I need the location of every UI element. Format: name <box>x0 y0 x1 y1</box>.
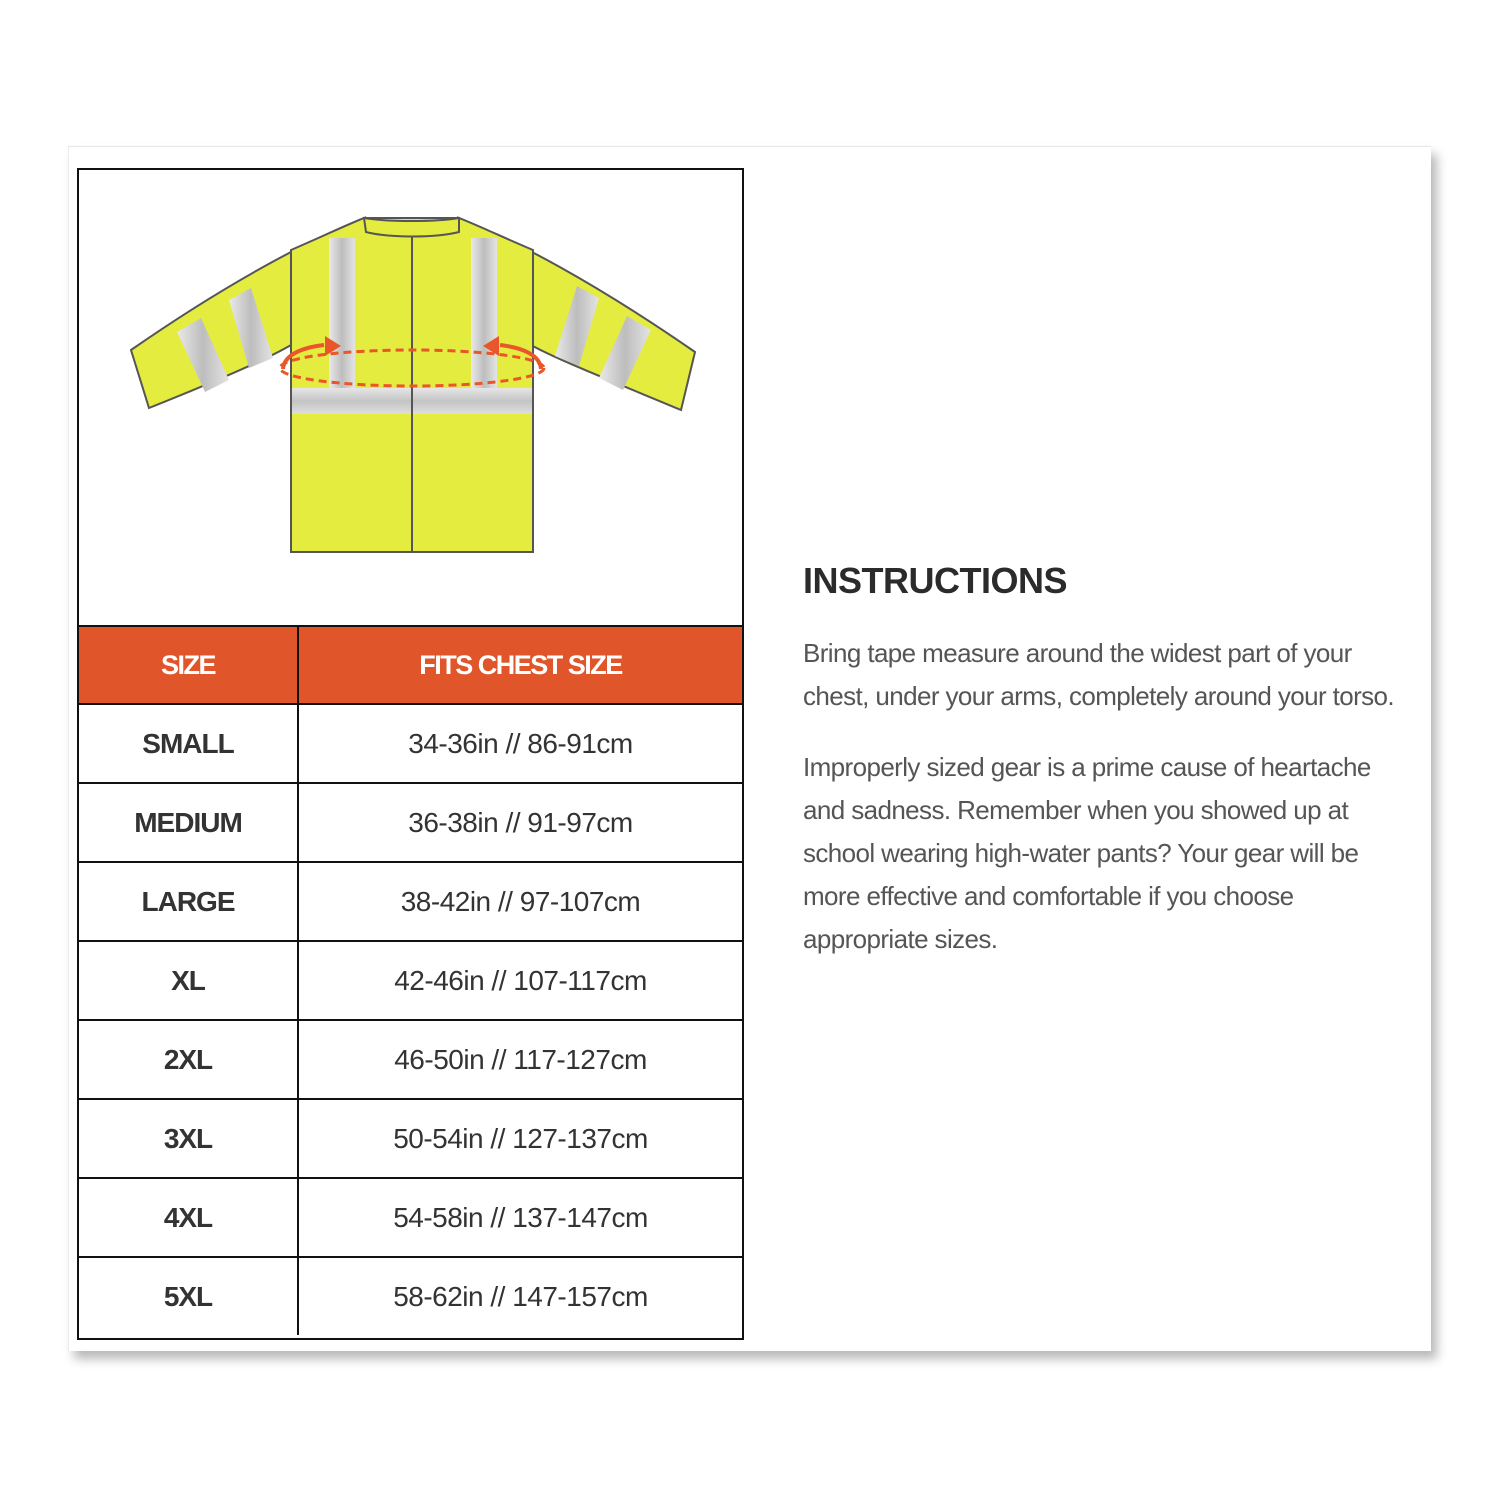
instructions-paragraph: Improperly sized gear is a prime cause of heartache and sadness. Remember when you showed up at school wearing high-water pants? Your gear will be more effective and comfortable if you choose appropriate sizes. <box>803 752 1371 954</box>
size-cell: SMALL <box>79 704 298 783</box>
chest-cell: 36-38in // 91-97cm <box>298 783 742 862</box>
table-row <box>79 1178 742 1257</box>
instructions-title: INSTRUCTIONS <box>803 560 1067 601</box>
chest-cell: 54-58in // 137-147cm <box>298 1178 742 1257</box>
table-row <box>79 1257 742 1335</box>
table-row <box>79 1020 742 1099</box>
size-cell: 4XL <box>79 1178 298 1257</box>
table-row <box>79 862 742 941</box>
size-cell: 2XL <box>79 1020 298 1099</box>
chest-cell: 34-36in // 86-91cm <box>298 704 742 783</box>
instructions-panel <box>803 560 1415 989</box>
table-row <box>79 704 742 783</box>
size-table <box>79 625 742 1335</box>
jacket-figure <box>79 170 742 625</box>
hi-vis-jacket-icon <box>79 170 742 625</box>
size-cell: 3XL <box>79 1099 298 1178</box>
size-cell: XL <box>79 941 298 1020</box>
table-row <box>79 1099 742 1178</box>
chest-cell: 58-62in // 147-157cm <box>298 1257 742 1335</box>
size-chart <box>77 168 744 1340</box>
size-cell: LARGE <box>79 862 298 941</box>
instructions-paragraph: Bring tape measure around the widest part of your chest, under your arms, completely around your torso. <box>803 638 1395 711</box>
table-header-row <box>79 626 742 704</box>
chest-cell: 50-54in // 127-137cm <box>298 1099 742 1178</box>
chest-column-header: FITS CHEST SIZE <box>298 626 742 704</box>
size-cell: MEDIUM <box>79 783 298 862</box>
size-column-header: SIZE <box>79 626 298 704</box>
chest-cell: 38-42in // 97-107cm <box>298 862 742 941</box>
chest-cell: 46-50in // 117-127cm <box>298 1020 742 1099</box>
table-row <box>79 941 742 1020</box>
chest-cell: 42-46in // 107-117cm <box>298 941 742 1020</box>
table-row <box>79 783 742 862</box>
size-cell: 5XL <box>79 1257 298 1335</box>
